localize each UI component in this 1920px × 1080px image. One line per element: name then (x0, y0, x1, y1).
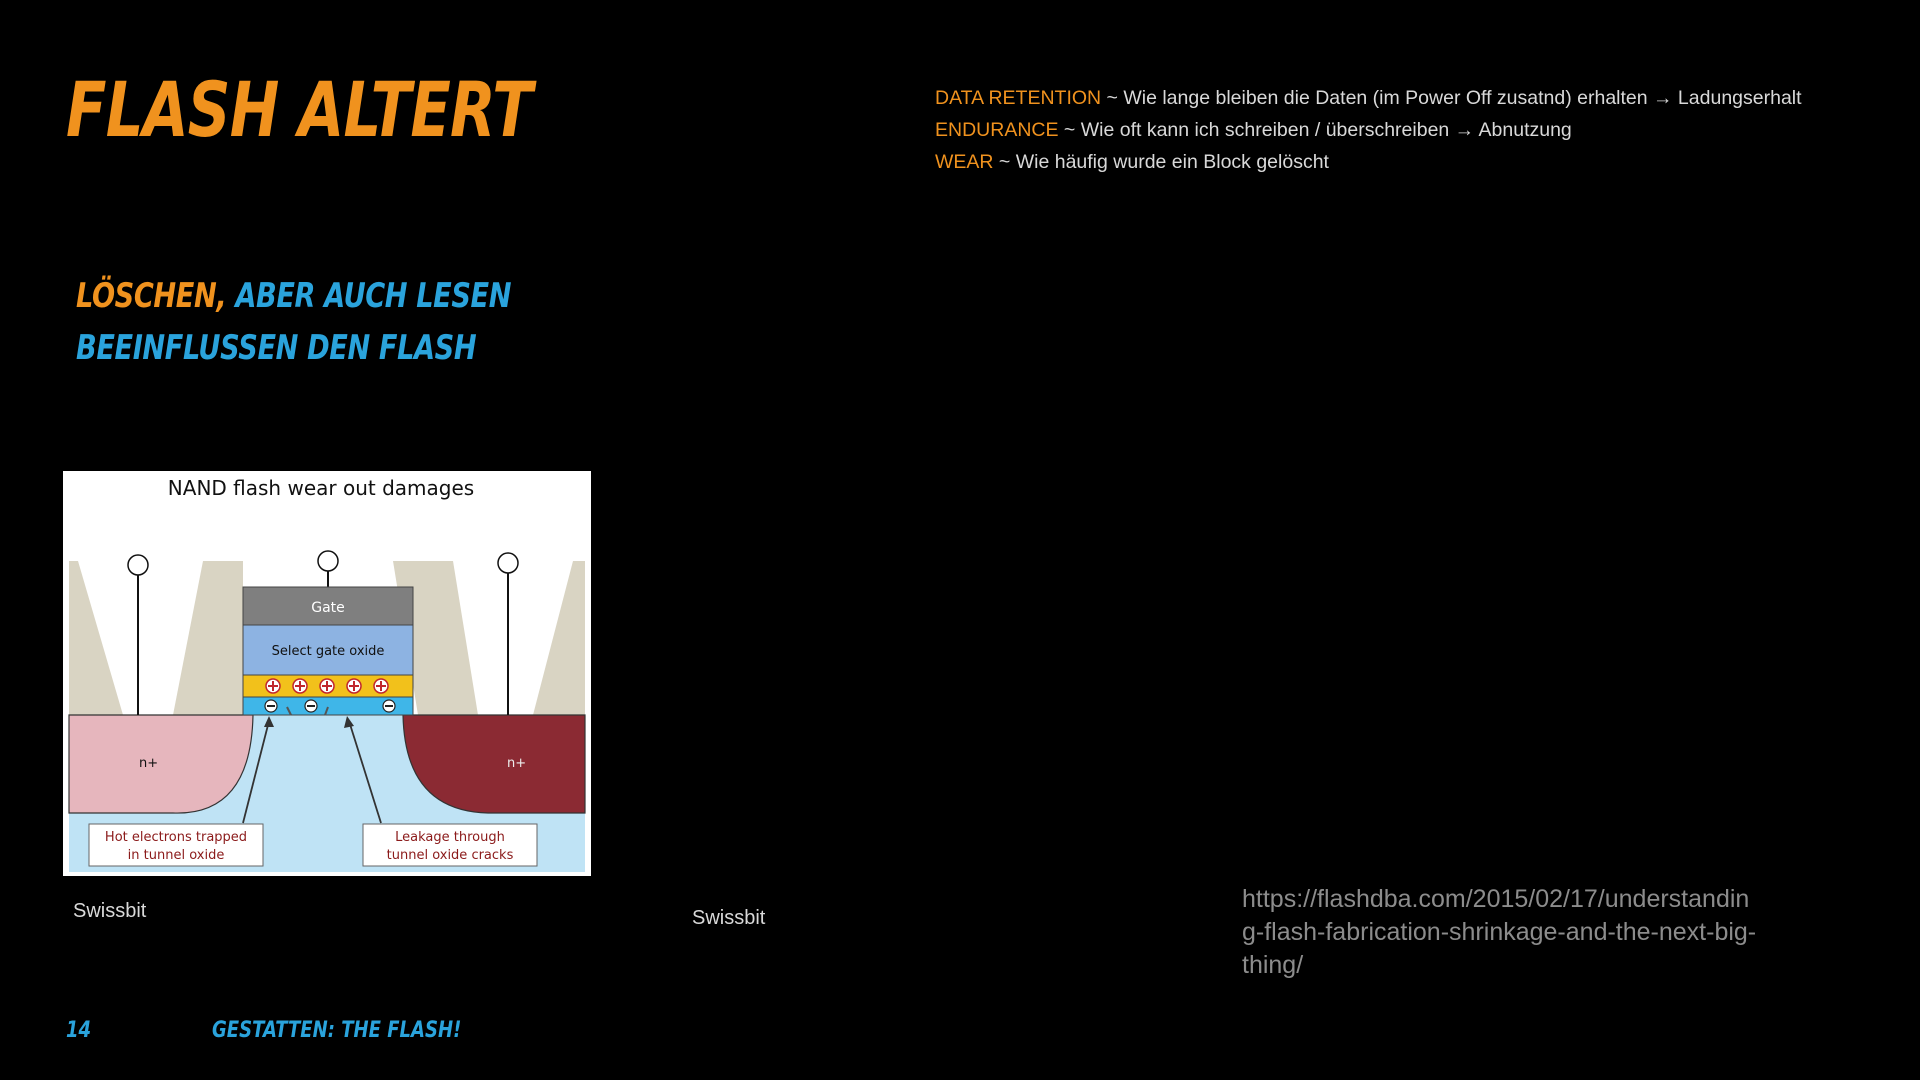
footer-title: GESTATTEN: THE FLASH! (212, 1018, 462, 1043)
figure-title: NAND flash wear out damages (167, 476, 475, 500)
spacer-shape (173, 561, 243, 715)
gate-label: Gate (311, 600, 345, 616)
label-hot-electrons-line2: in tunnel oxide (127, 848, 225, 863)
definition-wear (935, 146, 1802, 178)
n-plus-label-right: n+ (507, 756, 527, 771)
definitions-list (935, 82, 1802, 178)
subtitle-part-1: LÖSCHEN, (76, 276, 227, 316)
slide-title: FLASH ALTERT (66, 65, 532, 154)
subtitle-part-3: BEEINFLUSSEN DEN FLASH (76, 328, 477, 368)
definition-text: ~ Wie häufig wurde ein Block gelöscht (993, 151, 1329, 173)
terminal-circle-left (128, 555, 148, 575)
figure-caption-left: Swissbit (73, 900, 147, 922)
label-leakage-line1: Leakage through (395, 830, 505, 845)
terminal-circle-gate (318, 551, 338, 571)
definition-term: WEAR (935, 151, 994, 173)
page-number: 14 (66, 1018, 92, 1043)
slide-subtitle (76, 270, 588, 374)
definition-data-retention (935, 82, 1802, 114)
nand-diagram-svg (63, 471, 591, 876)
label-leakage-line2: tunnel oxide cracks (386, 848, 514, 863)
definition-text: ~ Wie oft kann ich schreiben / überschreiben → Abnutzung (1058, 119, 1572, 141)
definition-term: ENDURANCE (935, 119, 1059, 141)
definition-text: ~ Wie lange bleiben die Daten (im Power Off zusatnd) erhalten → Ladungserhalt (1101, 87, 1802, 109)
spacer-shape (533, 561, 585, 715)
spacer-shape (69, 561, 123, 715)
terminal-circle-right (498, 553, 518, 573)
nand-wear-diagram (63, 471, 591, 876)
source-url: https://flashdba.com/2015/02/17/understanding-flash-fabrication-shrinkage-and-the-next-big-thing/ (1242, 885, 1757, 979)
definition-endurance (935, 114, 1802, 146)
definition-term: DATA RETENTION (935, 87, 1102, 109)
figure-caption-right: Swissbit (692, 907, 766, 929)
n-plus-label-left: n+ (139, 756, 159, 771)
select-gate-oxide-label: Select gate oxide (271, 644, 385, 659)
subtitle-part-2: ABER AUCH LESEN (226, 276, 512, 316)
label-hot-electrons-line1: Hot electrons trapped (104, 830, 248, 845)
